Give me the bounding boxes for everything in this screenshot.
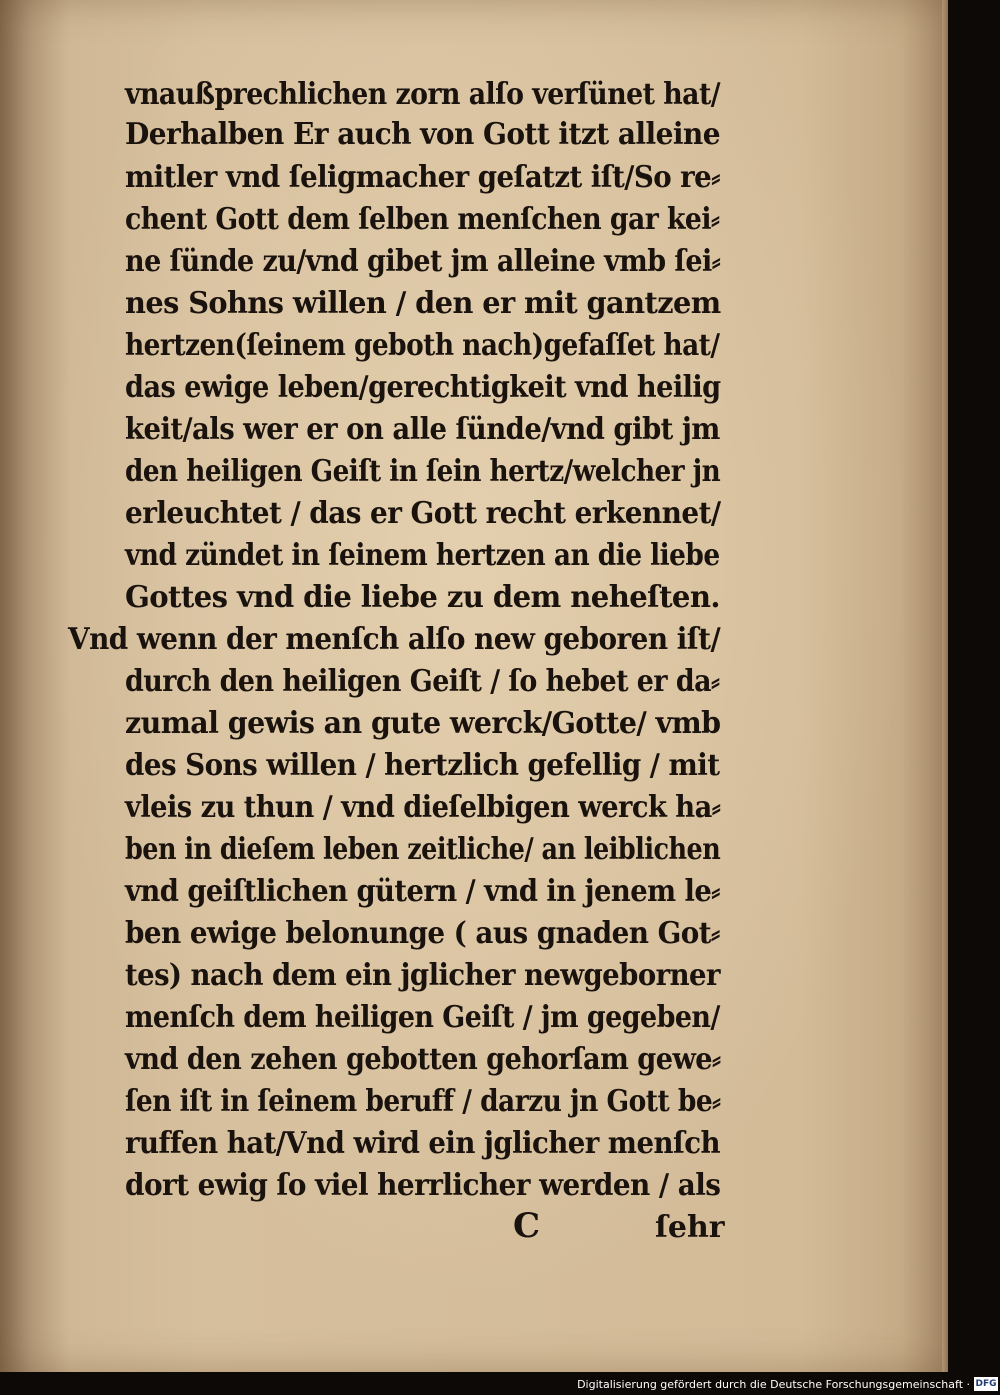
text-line: Derhalben Er auch von Gott itzt alleine bbox=[125, 117, 721, 152]
text-line: zumal gewis an gute werck/Gotte/ vmb bbox=[125, 706, 721, 741]
text-line: das ewige leben/gerechtigkeit vnd heilig bbox=[125, 370, 721, 405]
text-line: vnaußprechlichen zorn alſo verſünet hat/ bbox=[125, 77, 721, 112]
text-line: vnd zündet in ſeinem hertzen an die liebe bbox=[125, 538, 720, 573]
text-line: vleis zu thun / vnd dieſelbigen werck ha⸗ bbox=[125, 790, 721, 825]
text-line: vnd den zehen gebotten gehorſam gewe⸗ bbox=[125, 1042, 721, 1077]
text-line: ruffen hat/Vnd wird ein jglicher menſch bbox=[125, 1126, 721, 1161]
text-line: des Sons willen / hertzlich gefellig / mit bbox=[125, 748, 720, 783]
text-line: ben in dieſem leben zeitliche/ an leiblichen bbox=[125, 832, 721, 867]
text-line: den heiligen Geiſt in ſein hertz/welcher jn bbox=[125, 454, 721, 489]
text-line: chent Gott dem ſelben menſchen gar kei⸗ bbox=[125, 202, 720, 237]
text-line: erleuchtet / das er Gott recht erkennet/ bbox=[125, 496, 721, 531]
text-line: ne ſünde zu/vnd gibet jm alleine vmb ſei⸗ bbox=[125, 244, 721, 279]
signature-mark: C bbox=[513, 1206, 541, 1246]
text-line: menſch dem heiligen Geiſt / jm gegeben/ bbox=[125, 1000, 720, 1035]
text-line: durch den heiligen Geiſt / ſo hebet er da⸗ bbox=[125, 664, 720, 699]
catchword: ſehr bbox=[655, 1210, 725, 1245]
text-line: Vnd wenn der menſch alſo new geboren iſt/ bbox=[68, 622, 721, 657]
text-line: hertzen(ſeinem geboth nach)gefaſſet hat/ bbox=[125, 328, 720, 363]
text-line: Gottes vnd die liebe zu dem neheſten. bbox=[125, 580, 720, 615]
dfg-logo: DFG bbox=[975, 1379, 997, 1389]
text-line: nes Sohns willen / den er mit gantzem bbox=[125, 286, 721, 321]
text-line: tes) nach dem ein jglicher newgeborner bbox=[125, 958, 720, 993]
text-line: keit/als wer er on alle ſünde/vnd gibt jm bbox=[125, 412, 720, 447]
text-line: vnd geiſtlichen gütern / vnd in jenem le⸗ bbox=[125, 874, 720, 909]
text-line: ben ewige belonunge ( aus gnaden Got⸗ bbox=[125, 916, 720, 951]
text-line: mitler vnd ſeligmacher geſatzt iſt/So re⸗ bbox=[125, 160, 720, 195]
digitization-credit: Digitalisierung gefördert durch die Deutsche Forschungsgemeinschaft · bbox=[577, 1378, 970, 1391]
text-line: ſen iſt in ſeinem beruff / darzu jn Gott be⸗ bbox=[125, 1084, 721, 1119]
text-line: dort ewig ſo viel herrlicher werden / als bbox=[125, 1168, 721, 1203]
